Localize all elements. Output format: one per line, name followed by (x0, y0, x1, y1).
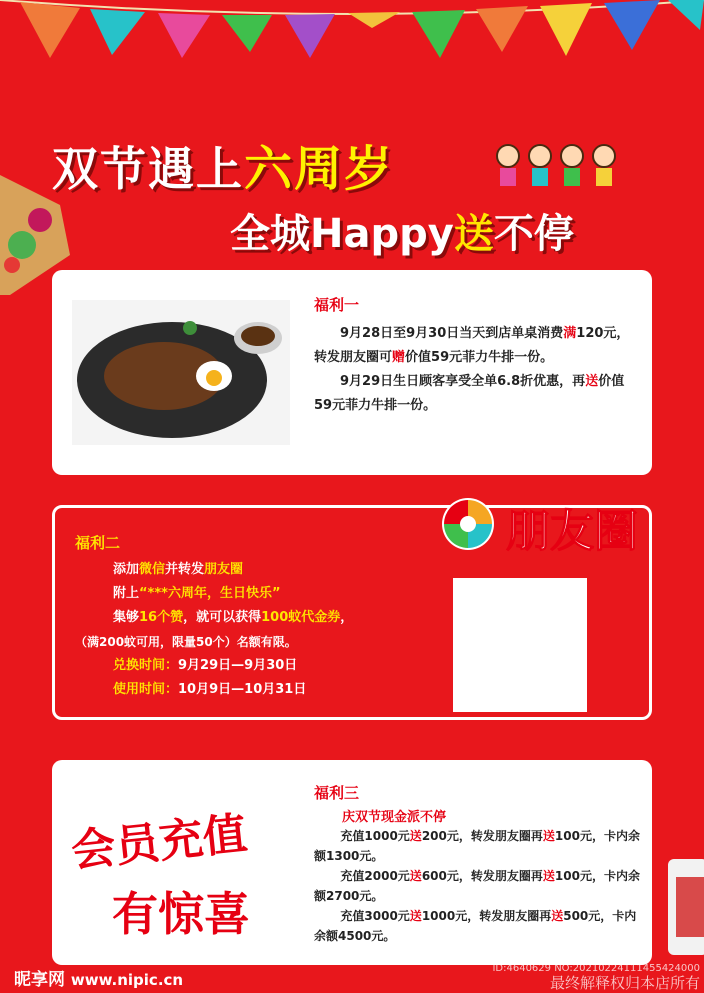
benefit-one-paragraph: 9月29日生日顾客享受全单6.8折优惠，再送价值59元菲力牛排一份。 (314, 374, 625, 413)
moments-logo (438, 488, 678, 584)
member-recharge-art (62, 790, 292, 950)
kids-illustration (492, 140, 622, 192)
footer-note (470, 963, 704, 992)
recharge-row: 充值3000元送1000元，转发朋友圈再送500元，卡内余额4500元。 (314, 909, 637, 943)
benefit-one-title: 福利一 (314, 296, 360, 314)
benefit-two-title: 福利二 (75, 534, 121, 552)
benefit-one-paragraph: 9月28日至9月30日当天到店单桌消费满120元，转发朋友圈可赠价值59元菲力牛排一份。 (314, 326, 630, 365)
main-title: 双节遇上六周岁 (52, 141, 395, 197)
benefit-three-subtitle: 庆双节现金派不停 (342, 810, 447, 825)
qr-code-placeholder (453, 578, 587, 712)
benefit-three-title: 福利三 (314, 784, 360, 802)
benefit-one-details (314, 322, 634, 418)
recharge-row: 充值2000元送600元，转发朋友圈再送100元，卡内余额2700元。 (314, 869, 640, 903)
food-decoration (662, 855, 704, 955)
benefit-two-details: 添加微信并转发朋友圈 附上“***六周年，生日快乐” 集够16个赞，就可以获得100蚊代金券， （满200蚊可用，限量50个）名额有限。 兑换时间：9月29日—9月30日 使用时间：10月9日—10月31日 (75, 562, 354, 697)
art-line-2: 有惊喜 (112, 887, 250, 941)
rights-statement: 最终解释权归本店所有 (549, 974, 700, 992)
art-line-1: 会员充值 (68, 808, 250, 878)
site-watermark: 昵享网 www.nipic.cn (14, 970, 184, 990)
sub-title: 全城Happy送不停 (230, 211, 574, 257)
steak-photo (72, 300, 290, 445)
recharge-row: 充值1000元送200元，转发朋友圈再送100元，卡内余额1300元。 (314, 829, 640, 863)
moments-label: 朋友圈 (506, 506, 638, 557)
image-id-watermark: ID:4640629 NO:20210224111455424000 (492, 963, 700, 974)
benefit-one-card (52, 270, 652, 475)
bunting-flags (0, 0, 704, 70)
benefit-three-card (52, 760, 652, 965)
benefit-three-details (314, 826, 644, 946)
